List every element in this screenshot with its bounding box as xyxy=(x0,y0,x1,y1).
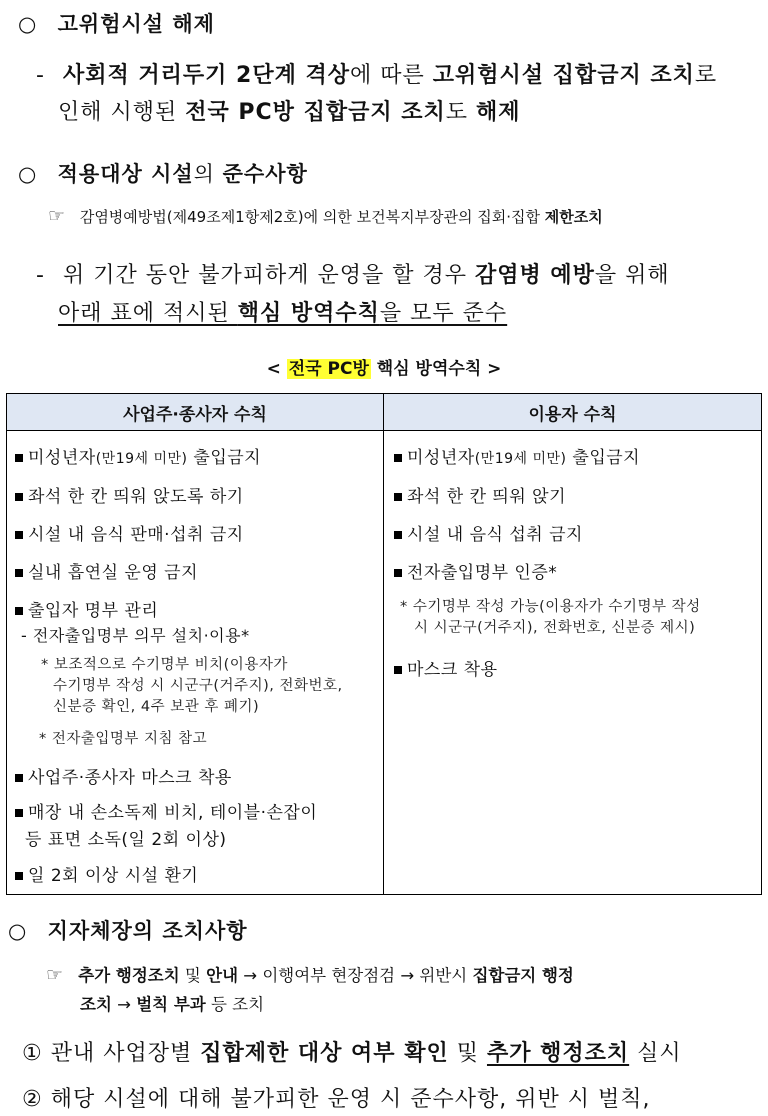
text-bold: 제한조치 xyxy=(544,208,603,226)
square-bullet-icon xyxy=(394,531,402,539)
list-item-continuation: 등 표면 소독(일 2회 이상) xyxy=(25,830,227,850)
square-bullet-icon xyxy=(15,569,23,577)
text: 시설 내 음식 섭취 금지 xyxy=(407,525,583,545)
numbered-item: ② 해당 시설에 대해 불가피한 운영 시 준수사항, 위반 시 벌칙, xyxy=(22,1087,651,1112)
text: 미성년자 xyxy=(28,448,96,468)
text: 감염병예방법(제49조제1항제2호)에 의한 보건복지부장관의 집회·집합 xyxy=(79,208,545,226)
text-bold: 준수사항 xyxy=(222,162,308,186)
numbered-item xyxy=(22,1036,682,1067)
square-bullet-icon xyxy=(394,454,402,462)
operator-rules-cell xyxy=(7,431,384,895)
section-title: 지자체장의 조치사항 xyxy=(47,919,248,943)
square-bullet-icon xyxy=(394,493,402,501)
paragraph-line xyxy=(58,296,507,327)
pointing-hand-icon: ☞ xyxy=(46,964,64,986)
dash-bullet: - xyxy=(36,63,45,88)
text-bold-underline: 추가 행정조치 xyxy=(486,1041,630,1066)
list-item xyxy=(394,655,498,680)
paragraph-line xyxy=(36,258,670,289)
list-item xyxy=(15,763,232,788)
text: 아래 표에 적시된 xyxy=(58,301,238,326)
sub-item: - 전자출입명부 의무 설치·이용* xyxy=(21,626,250,645)
dash-bullet: - xyxy=(36,263,45,288)
text: 핵심 방역수칙 > xyxy=(370,359,502,379)
text: 인해 시행된 xyxy=(58,100,186,125)
text-bold: 적용대상 시설 xyxy=(57,162,194,186)
note-line: * 수기명부 작성 가능(이용자가 수기명부 작성 xyxy=(400,599,701,615)
text: 등 조치 xyxy=(205,995,265,1014)
text-bold: 사회적 거리두기 2단계 격상 xyxy=(62,63,351,88)
text: 출입자 명부 관리 xyxy=(28,601,159,621)
note-line: * 전자출입명부 지침 참고 xyxy=(39,731,208,747)
circle-bullet-icon: ○ xyxy=(18,162,38,186)
square-bullet-icon xyxy=(15,531,23,539)
circle-bullet-icon: ○ xyxy=(8,919,28,943)
section-heading-2 xyxy=(18,158,308,188)
text: 을 모두 준수 xyxy=(379,301,508,326)
note-line: 시 시군구(거주지), 전화번호, 신분증 제시) xyxy=(414,620,696,636)
text: 실내 흡연실 운영 금지 xyxy=(28,563,199,583)
text-bold: 핵심 방역수칙 xyxy=(237,301,380,326)
list-item xyxy=(15,596,158,621)
text: (만19세 미만) xyxy=(474,451,567,467)
text-bold: 해제 xyxy=(476,100,521,125)
text: 출입금지 xyxy=(566,448,641,468)
text: → xyxy=(111,995,137,1014)
text: (만19세 미만) xyxy=(95,451,188,467)
square-bullet-icon xyxy=(15,454,23,462)
user-rules-cell xyxy=(384,431,762,895)
section-title: 고위험시설 해제 xyxy=(57,12,215,36)
text: → 이행여부 현장점검 → 위반시 xyxy=(238,966,473,985)
text: 을 위해 xyxy=(594,263,670,288)
pointing-hand-icon: ☞ xyxy=(48,205,66,227)
square-bullet-icon xyxy=(15,872,23,880)
section-heading-1 xyxy=(18,8,215,38)
note-line: 신분증 확인, 4주 보관 후 폐기) xyxy=(53,699,260,715)
square-bullet-icon xyxy=(15,607,23,615)
text: 및 xyxy=(448,1041,487,1066)
paragraph-line xyxy=(36,58,717,89)
list-item xyxy=(15,443,261,468)
square-bullet-icon xyxy=(394,666,402,674)
section-heading-3 xyxy=(8,915,248,945)
text-bold: 전국 PC방 집합금지 조치 xyxy=(185,100,446,125)
list-item xyxy=(394,443,640,468)
note-line: * 보조적으로 수기명부 비치(이용자가 xyxy=(41,657,288,673)
list-item xyxy=(15,558,198,583)
column-header-user: 이용자 수칙 xyxy=(384,394,762,431)
reference-note xyxy=(48,205,603,227)
text: 마스크 착용 xyxy=(407,660,498,680)
text: 위 기간 동안 불가피하게 운영을 할 경우 xyxy=(62,263,475,288)
text: 좌석 한 칸 띄워 앉기 xyxy=(407,487,566,507)
text: 미성년자 xyxy=(407,448,475,468)
text-bold: 안내 xyxy=(206,966,239,985)
text: 시설 내 음식 판매·섭취 금지 xyxy=(28,525,244,545)
table-title xyxy=(0,354,768,379)
list-item xyxy=(15,861,198,886)
text: 전자출입명부 인증* xyxy=(407,563,558,583)
text: 출입금지 xyxy=(187,448,262,468)
text-bold: 감염병 예방 xyxy=(474,263,595,288)
column-header-operator: 사업주·종사자 수칙 xyxy=(7,394,384,431)
list-item xyxy=(15,482,244,507)
text-bold: 추가 행정조치 xyxy=(78,966,180,985)
text-bold: 집합금지 행정 xyxy=(472,966,574,985)
square-bullet-icon xyxy=(394,569,402,577)
text: 좌석 한 칸 띄워 앉도록 하기 xyxy=(28,487,244,507)
text: 의 xyxy=(193,162,223,186)
text: ① 관내 사업장별 xyxy=(22,1041,201,1066)
procedure-note xyxy=(80,991,264,1015)
paragraph-line xyxy=(58,95,521,126)
highlighted-text: 전국 PC방 xyxy=(288,359,369,379)
text: 도 xyxy=(445,100,477,125)
text: 에 따른 xyxy=(350,63,433,88)
square-bullet-icon xyxy=(15,774,23,782)
list-item xyxy=(394,558,557,583)
text-bold: 고위험시설 집합금지 조치 xyxy=(432,63,695,88)
square-bullet-icon xyxy=(15,493,23,501)
text-bold: 집합제한 대상 여부 확인 xyxy=(200,1041,449,1066)
text: 로 xyxy=(694,63,718,88)
text-bold: 조치 xyxy=(80,995,112,1014)
text: 사업주·종사자 마스크 착용 xyxy=(28,768,232,788)
text: 실시 xyxy=(629,1041,682,1066)
text: 매장 내 손소독제 비치, 테이블·손잡이 xyxy=(28,803,318,823)
text: 및 xyxy=(179,966,207,985)
list-item xyxy=(394,520,583,545)
text: < xyxy=(266,359,287,379)
list-item xyxy=(15,798,317,823)
list-item xyxy=(15,520,244,545)
list-item xyxy=(394,482,566,507)
text-bold: 벌칙 부과 xyxy=(136,995,206,1014)
square-bullet-icon xyxy=(15,809,23,817)
rules-table xyxy=(6,393,762,895)
procedure-note xyxy=(46,962,574,986)
text: 일 2회 이상 시설 환기 xyxy=(28,866,199,886)
circle-bullet-icon: ○ xyxy=(18,12,38,36)
note-line: 수기명부 작성 시 시군구(거주지), 전화번호, xyxy=(53,678,343,694)
